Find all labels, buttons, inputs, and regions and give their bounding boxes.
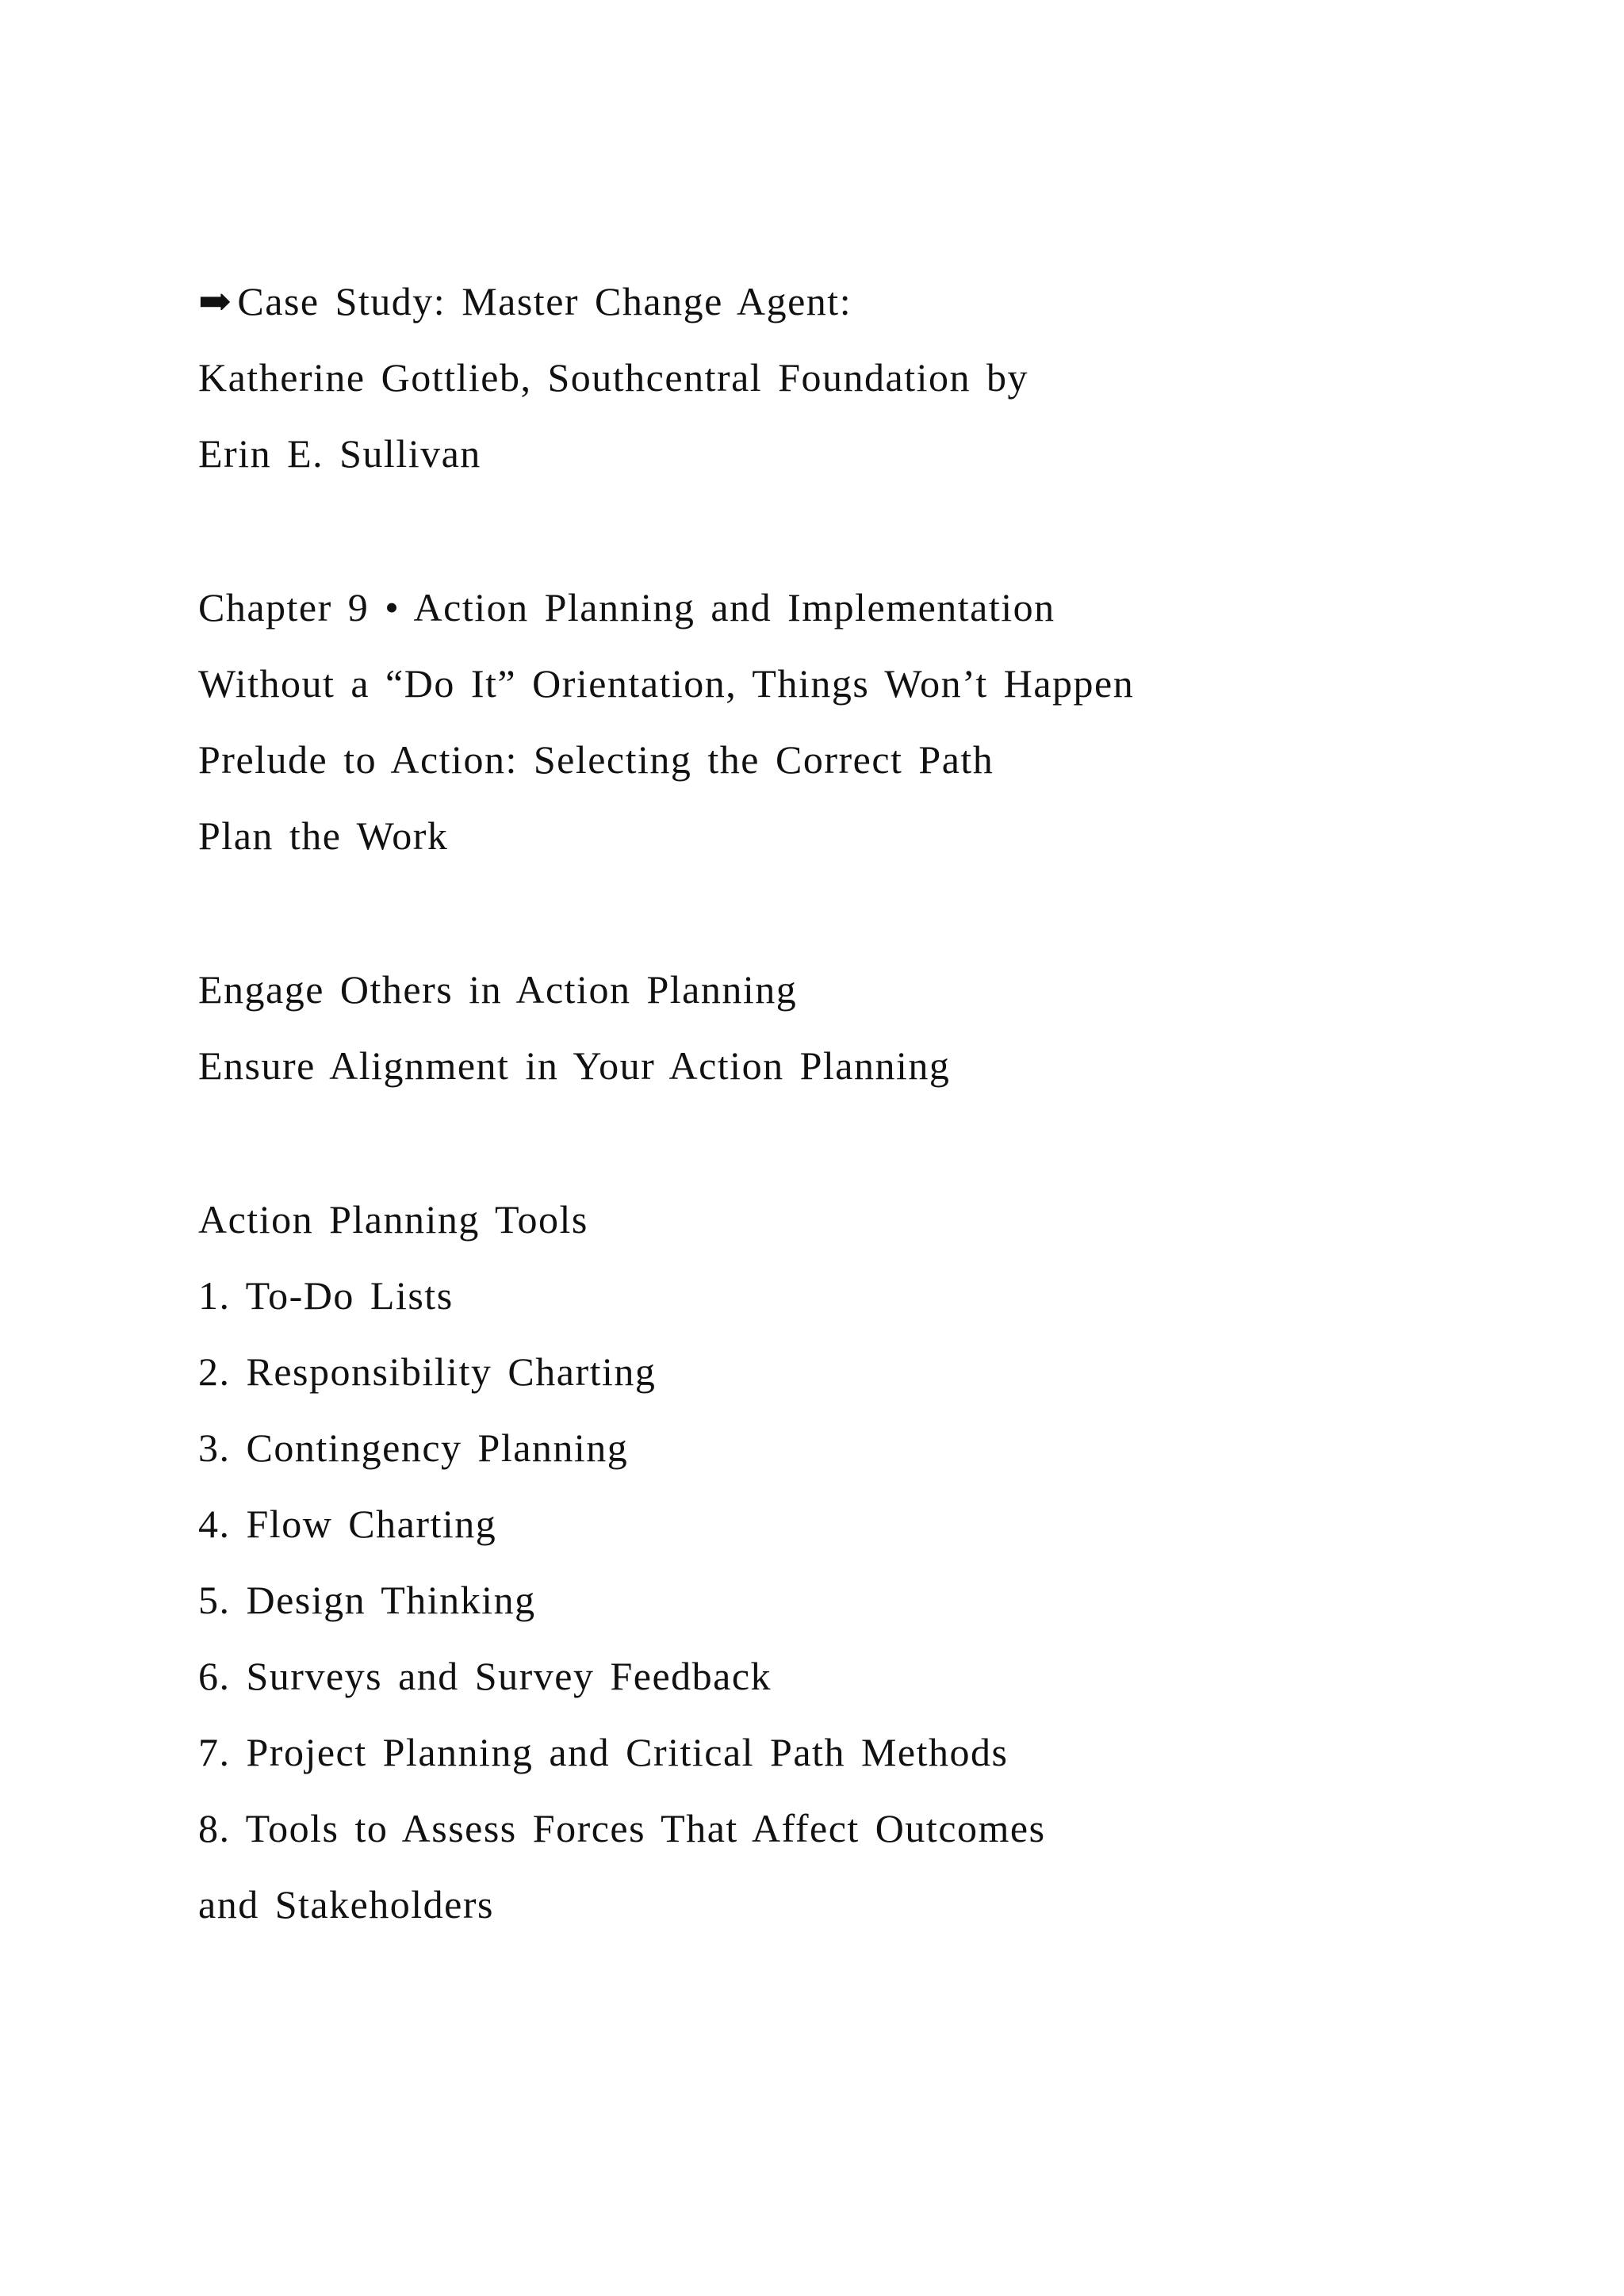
chapter-section-prelude: Prelude to Action: Selecting the Correct Path (198, 737, 994, 782)
case-study-subject: Katherine Gottlieb, Southcentral Foundation by (198, 355, 1028, 400)
list-item: 5. Design Thinking (198, 1578, 536, 1622)
list-item: 6. Surveys and Survey Feedback (198, 1654, 772, 1698)
list-item: 1. To-Do Lists (198, 1273, 454, 1318)
list-item: 3. Contingency Planning (198, 1425, 629, 1470)
chapter-title: Chapter 9 • Action Planning and Implementation (198, 585, 1055, 629)
case-study-title: Case Study: Master Change Agent: (237, 279, 852, 323)
list-item: 4. Flow Charting (198, 1502, 497, 1546)
list-item: 2. Responsibility Charting (198, 1349, 657, 1394)
list-item: 7. Project Planning and Critical Path Methods (198, 1730, 1009, 1774)
case-study-author: Erin E. Sullivan (198, 431, 481, 476)
section-ensure-alignment: Ensure Alignment in Your Action Planning (198, 1043, 951, 1088)
chapter-section-do-it: Without a “Do It” Orientation, Things Won’t Happen (198, 661, 1135, 706)
arrow-right-icon: ➡ (198, 279, 233, 323)
list-item-continuation: and Stakeholders (198, 1882, 494, 1927)
section-engage-others: Engage Others in Action Planning (198, 967, 798, 1012)
list-item: 8. Tools to Assess Forces That Affect Outcomes (198, 1806, 1046, 1850)
chapter-section-plan-work: Plan the Work (198, 813, 449, 858)
tools-heading: Action Planning Tools (198, 1197, 588, 1242)
case-study-title-line (198, 277, 852, 325)
